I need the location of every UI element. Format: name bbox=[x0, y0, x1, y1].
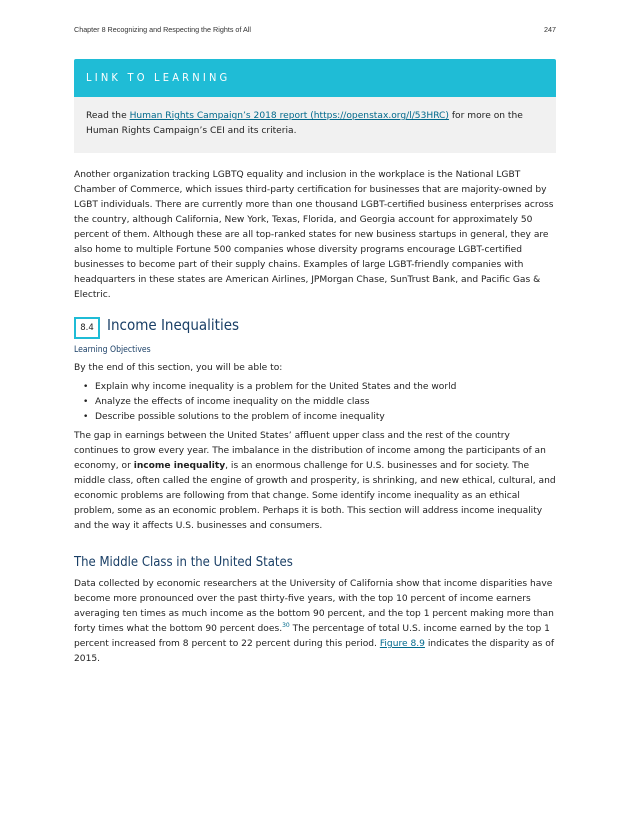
gap-text-before: The gap in earnings between the United States’ affluent upper class and the rest of the country continues to grow every year. The imbalance in the distribution of income among the participants of an economy, or bbox=[74, 431, 546, 471]
link-to-learning-header bbox=[74, 59, 556, 97]
section-number-badge: 8.4 bbox=[74, 317, 100, 339]
bullet-glyph: • bbox=[83, 382, 89, 392]
middle-class-text-before: Data collected by economic researchers at the University of California show that income disparities have become more pronounced over the past thirty-five years, with the top 10 percent of income earners averaging ten times as much income as the bottom 90 percent, and the top 1 percent making more than forty times what the bottom 90 percent does. bbox=[74, 579, 554, 634]
paragraph-lgbt-chamber: Another organization tracking LGBTQ equality and inclusion in the workplace is the National LGBT Chamber of Commerce, which issues third-party certification for businesses that are majority-owned by LGBT individuals. There are currently more than one thousand LGBT-certified business enterprises across the country, although California, New York, Texas, Florida, and Georgia account for approximately 50 percent of them. Although these are all top-ranked states for new business startups in general, they are also home to multiple Fortune 500 companies whose diversity programs encourage LGBT-certified businesses to become part of their supply chains. Examples of large LGBT-friendly companies with headquarters in these states are American Airlines, JPMorgan Chase, SunTrust Bank, and Pacific Gas & Electric. bbox=[74, 170, 554, 300]
link-to-learning-body bbox=[74, 97, 556, 153]
page-number: 247 bbox=[544, 25, 556, 34]
bullet-glyph: • bbox=[83, 396, 89, 407]
middle-class-text-middle: The percentage of total U.S. income earned by the top 1 percent increased from 8 percent to 22 percent during this period. bbox=[74, 624, 550, 649]
objectives-intro: By the end of this section, you will be able to: bbox=[74, 363, 283, 373]
learning-objectives-list bbox=[74, 380, 556, 424]
section-title: Income Inequalities bbox=[107, 316, 240, 334]
paragraph-middle-class bbox=[74, 577, 556, 667]
link-intro-text: Read the bbox=[86, 111, 130, 121]
objective-text: Describe possible solutions to the problem of income inequality bbox=[95, 411, 385, 422]
figure-8-9-link[interactable]: Figure 8.9 bbox=[379, 639, 425, 649]
gap-text-after: , is an enormous challenge for U.S. businesses and for society. The middle class, often called the engine of growth and prosperity, is shrinking, and new ethical, cultural, and economic problems are following from that change. Some identify income inequality as an ethical problem, some as an economic problem. Perhaps it is both. This section will address income inequality and the way it affects U.S. businesses and consumers. bbox=[74, 461, 556, 531]
subsection-title: The Middle Class in the United States bbox=[74, 555, 293, 570]
list-item bbox=[74, 410, 556, 425]
running-header bbox=[74, 25, 556, 37]
middle-class-text-after: indicates the disparity as of 2015. bbox=[74, 639, 555, 664]
link-to-learning-box bbox=[74, 59, 556, 153]
bullet-glyph: • bbox=[83, 411, 89, 422]
link-outro-text: for more on the Human Rights Campaign’s CEI and its criteria. bbox=[86, 111, 523, 136]
footnote-marker[interactable]: 30 bbox=[282, 621, 290, 629]
link-to-learning-title: LINK TO LEARNING bbox=[86, 71, 231, 84]
paragraph-income-gap bbox=[74, 429, 556, 534]
learning-objectives-label: Learning Objectives bbox=[74, 345, 151, 355]
chapter-title: Chapter 8 Recognizing and Respecting the Rights of All bbox=[74, 25, 251, 34]
list-item bbox=[74, 380, 556, 395]
link-to-learning-text bbox=[86, 109, 546, 139]
objective-text: Explain why income inequality is a problem for the United States and the world bbox=[95, 382, 457, 392]
hrc-report-link[interactable]: Human Rights Campaign’s 2018 report (https://openstax.org/l/53HRC) bbox=[129, 111, 449, 121]
list-item bbox=[74, 395, 556, 410]
objective-text: Analyze the effects of income inequality on the middle class bbox=[95, 396, 370, 407]
key-term-income-inequality: income inequality bbox=[133, 461, 226, 471]
